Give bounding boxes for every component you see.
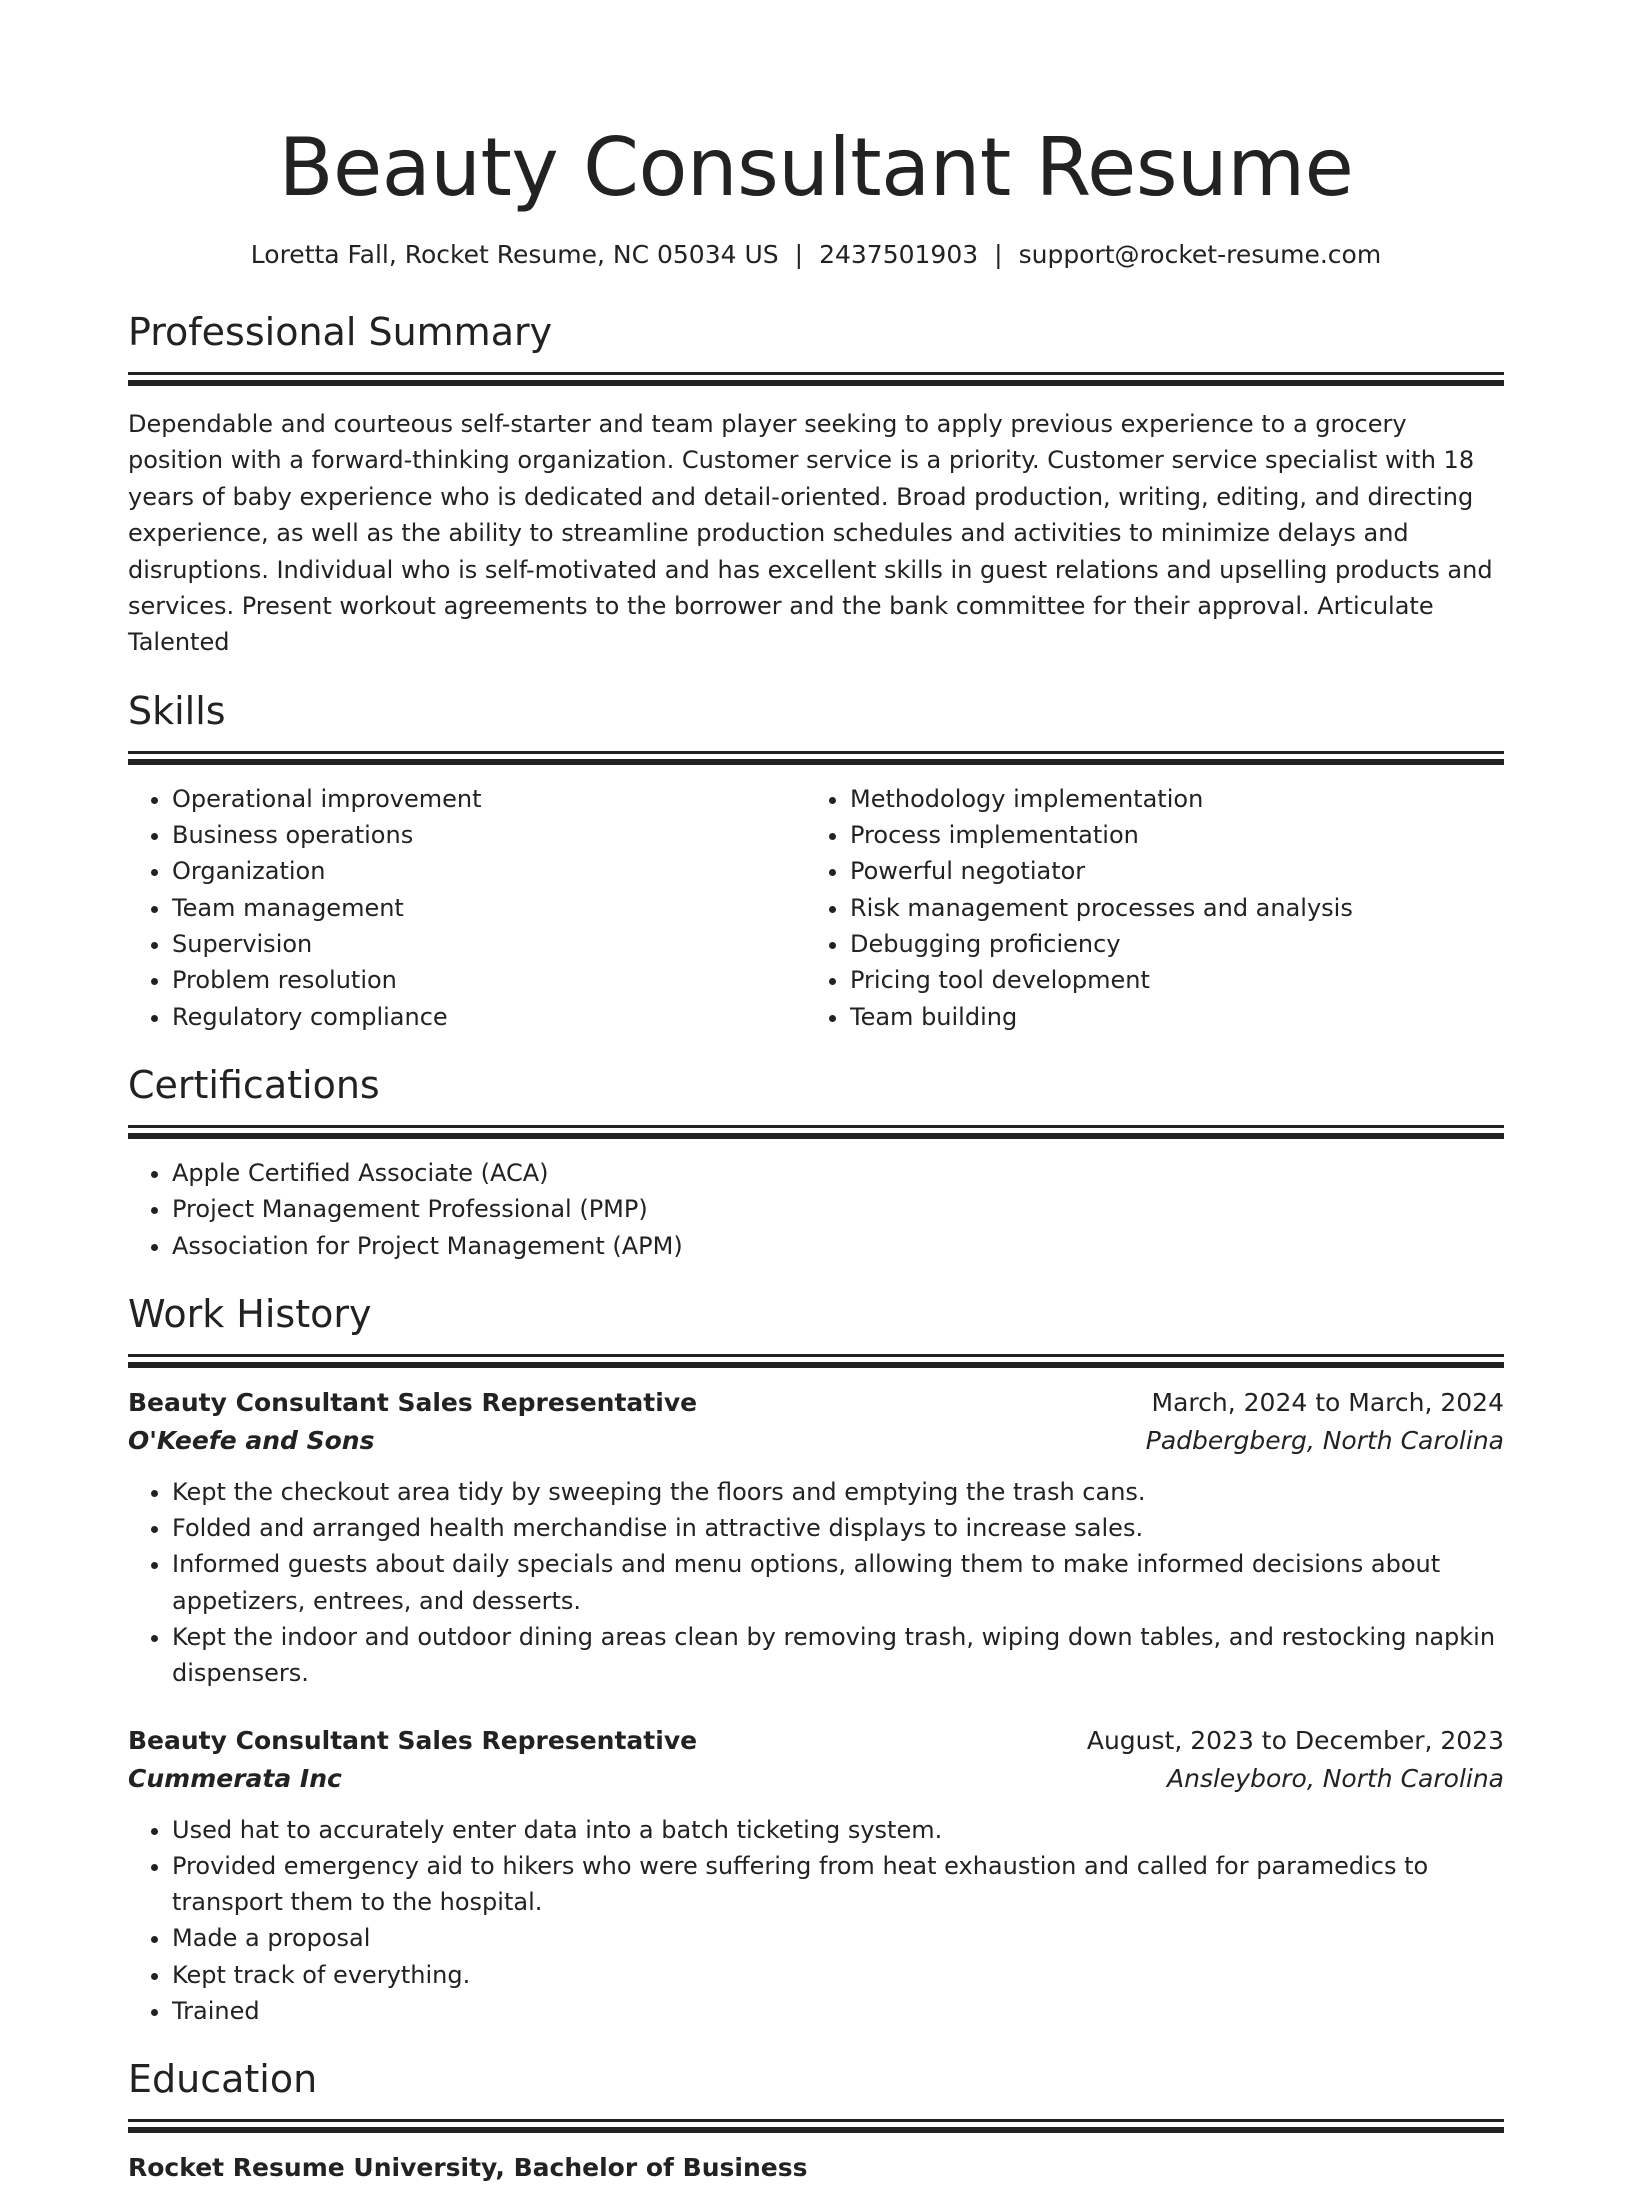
summary-text: Dependable and courteous self-starter and team player seeking to apply previous experience to a grocery position with a forward-thinking organization. Customer service is a priority. Customer service specialist with 18 years of baby experience who is dedicated and detail-oriented. Broad production, writing, editing, and directing experience, as well as the ability to streamline production schedules and activities to minimize delays and disruptions. Individual who is self-motivated and has excellent skills in guest relations and upselling products and services. Present workout agreements to the borrower and the bank committee for their approval. Articulate Talented <box>128 410 1493 657</box>
skill-item: • Process implementation <box>850 817 1484 853</box>
certification-item: • Apple Certified Associate (ACA) <box>172 1155 1504 1191</box>
contact-phone: 2437501903 <box>819 240 979 269</box>
job-subheader <box>128 1760 1504 1798</box>
section-divider <box>128 751 1504 754</box>
section-divider <box>128 2119 1504 2122</box>
summary-section <box>128 308 1504 661</box>
job-bullet: • Kept the checkout area tidy by sweeping the floors and emptying the trash cans. <box>172 1474 1504 1510</box>
job-bullet: • Trained <box>172 1993 1504 2029</box>
job-bullet: • Made a proposal <box>172 1920 1504 1956</box>
section-divider <box>128 372 1504 375</box>
section-divider <box>128 380 1504 386</box>
section-heading-work: Work History <box>128 1291 372 1336</box>
job-dates: March, 2024 to March, 2024 <box>1151 1387 1504 1417</box>
skills-columns <box>128 781 1504 1035</box>
contact-address: Loretta Fall, Rocket Resume, NC 05034 US <box>250 240 779 269</box>
job-company: Cummerata Inc <box>128 1763 342 1793</box>
section-divider <box>128 759 1504 765</box>
job-title: Beauty Consultant Sales Representative <box>128 1387 698 1417</box>
certifications-section <box>128 1061 1504 1264</box>
skills-column-right <box>806 781 1484 1035</box>
contact-line <box>128 238 1504 272</box>
job-subheader <box>128 1422 1504 1460</box>
contact-separator: | <box>794 240 804 269</box>
section-heading-skills: Skills <box>128 688 226 733</box>
job-location: Ansleyboro, North Carolina <box>1167 1763 1504 1793</box>
resume-page <box>128 0 1504 2187</box>
job-bullet: • Used hat to accurately enter data into a batch ticketing system. <box>172 1812 1504 1848</box>
skill-item: • Operational improvement <box>172 781 806 817</box>
skills-column-left <box>128 781 806 1035</box>
section-divider <box>128 1125 1504 1128</box>
skill-item: • Team management <box>172 890 806 926</box>
section-heading-certifications: Certifications <box>128 1062 380 1107</box>
skill-item: • Regulatory compliance <box>172 999 806 1035</box>
skill-item: • Organization <box>172 853 806 889</box>
job-bullet: • Kept the indoor and outdoor dining areas clean by removing trash, wiping down tables, and restocking napkin dispensers. <box>172 1619 1504 1692</box>
skill-item: • Team building <box>850 999 1484 1035</box>
skill-item: • Pricing tool development <box>850 962 1484 998</box>
job-location: Padbergberg, North Carolina <box>1145 1425 1504 1455</box>
work-history-section <box>128 1290 1504 2030</box>
job-header <box>128 1722 1504 1760</box>
section-divider <box>128 2127 1504 2133</box>
education-entry: Rocket Resume University, Bachelor of Business <box>128 2153 808 2183</box>
section-heading-summary: Professional Summary <box>128 310 553 354</box>
job-bullet: • Folded and arranged health merchandise in attractive displays to increase sales. <box>172 1510 1504 1546</box>
education-section <box>128 2055 1504 2187</box>
skill-item: • Problem resolution <box>172 962 806 998</box>
job-entry <box>128 1722 1504 2030</box>
skill-item: • Risk management processes and analysis <box>850 890 1484 926</box>
certification-item: • Project Management Professional (PMP) <box>172 1191 1504 1227</box>
contact-separator: | <box>994 240 1003 269</box>
job-dates: August, 2023 to December, 2023 <box>1086 1725 1504 1755</box>
skill-item: • Business operations <box>172 817 806 853</box>
section-divider <box>128 1354 1504 1357</box>
skill-item: • Powerful negotiator <box>850 853 1484 889</box>
job-header <box>128 1384 1504 1422</box>
job-entry <box>128 1384 1504 1692</box>
certification-item: • Association for Project Management (APM) <box>172 1228 1504 1264</box>
job-title: Beauty Consultant Sales Representative <box>128 1725 698 1755</box>
skill-item: • Debugging proficiency <box>850 926 1484 962</box>
job-bullet: • Kept track of everything. <box>172 1957 1504 1993</box>
job-company: O'Keefe and Sons <box>128 1425 375 1455</box>
resume-title: Beauty Consultant Resume <box>278 121 1354 214</box>
contact-email: support@rocket-resume.com <box>1018 240 1382 269</box>
section-divider <box>128 1133 1504 1139</box>
skill-item: • Methodology implementation <box>850 781 1484 817</box>
skill-item: • Supervision <box>172 926 806 962</box>
section-divider <box>128 1362 1504 1368</box>
job-bullet: • Informed guests about daily specials and menu options, allowing them to make informed decisions about appetizers, entrees, and desserts. <box>172 1546 1504 1619</box>
section-heading-education: Education <box>128 2057 318 2102</box>
job-bullet: • Provided emergency aid to hikers who were suffering from heat exhaustion and called for paramedics to transport them to the hospital. <box>172 1848 1504 1921</box>
skills-section <box>128 687 1504 1035</box>
